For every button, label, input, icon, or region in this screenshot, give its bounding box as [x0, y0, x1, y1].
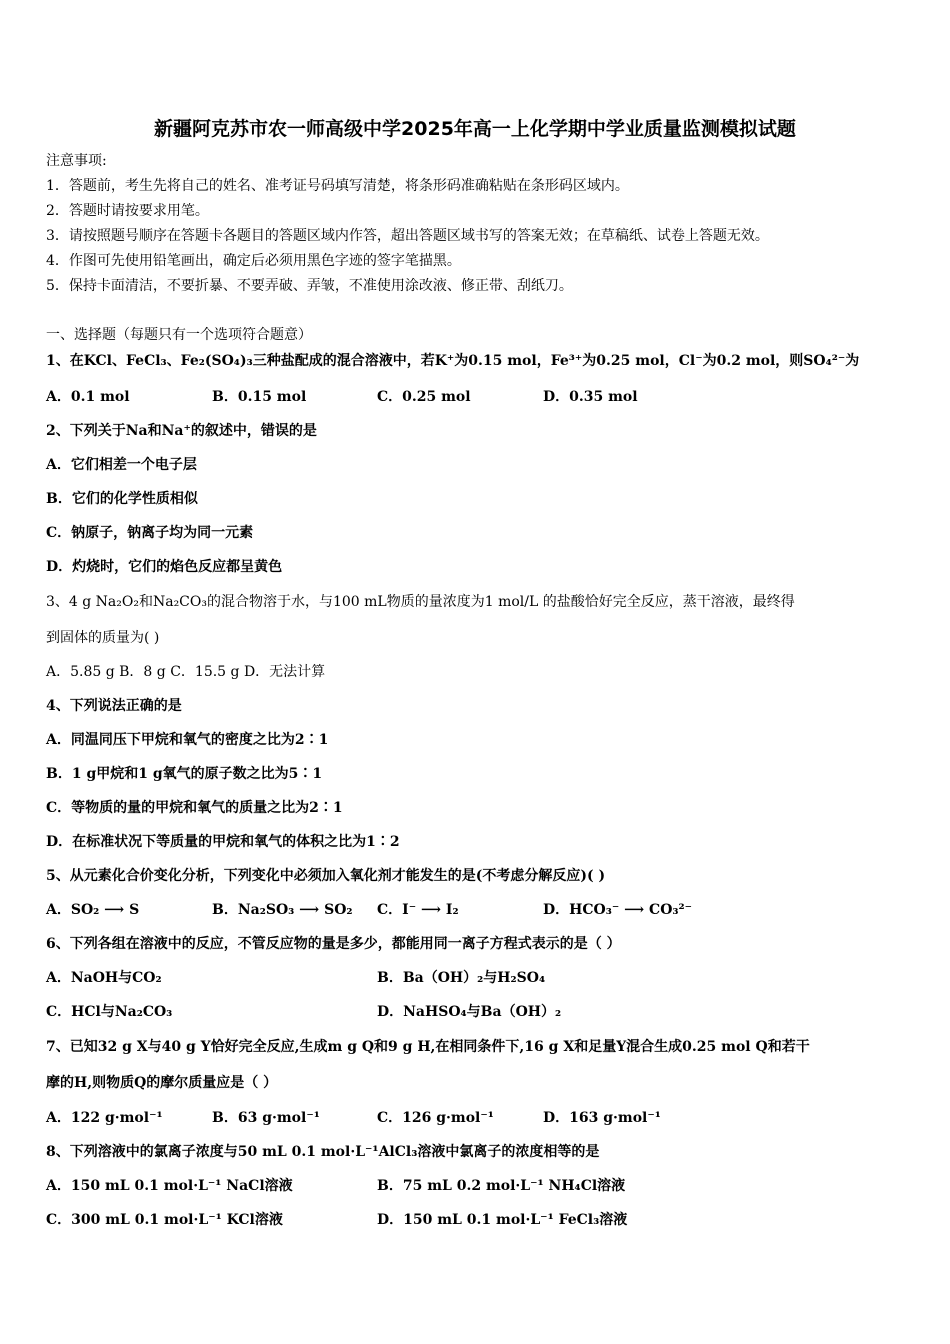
q4-option-d: D．在标准状况下等质量的甲烷和氧气的体积之比为1∶2 [46, 834, 400, 850]
question-4-stem: 4、下列说法正确的是 [46, 698, 182, 714]
question-7-stem: 7、已知32 g X与40 g Y恰好完全反应,生成m g Q和9 g H,在相同条件下,16 g X和足量Y混合生成0.25 mol Q和若干 [46, 1039, 810, 1055]
q7-option-d: D．163 g·mol⁻¹ [543, 1110, 661, 1126]
q8-option-d: D．150 mL 0.1 mol·L⁻¹ FeCl₃溶液 [377, 1212, 628, 1228]
q2-option-b: B．它们的化学性质相似 [46, 491, 198, 507]
q3-options: A．5.85 g B．8 g C．15.5 g D．无法计算 [46, 664, 326, 680]
notice-item: 2．答题时请按要求用笔。 [46, 203, 209, 219]
q2-option-c: C．钠原子，钠离子均为同一元素 [46, 525, 254, 541]
page-title: 新疆阿克苏市农一师高级中学2025年高一上化学期中学业质量监测模拟试题 [154, 118, 796, 140]
q7-option-c: C．126 g·mol⁻¹ [377, 1110, 494, 1126]
q1-option-d: D．0.35 mol [543, 389, 638, 405]
question-1-stem: 1、在KCl、FeCl₃、Fe₂(SO₄)₃三种盐配成的混合溶液中，若K⁺为0.15 mol，Fe³⁺为0.25 mol，Cl⁻为0.2 mol，则SO₄²⁻为 [46, 353, 860, 369]
q8-option-c: C．300 mL 0.1 mol·L⁻¹ KCl溶液 [46, 1212, 283, 1228]
q6-option-c: C．HCl与Na₂CO₃ [46, 1004, 173, 1020]
q7-option-b: B．63 g·mol⁻¹ [212, 1110, 320, 1126]
notice-item: 3．请按照题号顺序在答题卡各题目的答题区域内作答，超出答题区域书写的答案无效；在草稿纸、试卷上答题无效。 [46, 228, 769, 244]
question-5-stem: 5、从元素化合价变化分析，下列变化中必须加入氧化剂才能发生的是(不考虑分解反应)( ) [46, 868, 606, 884]
q7-option-a: A．122 g·mol⁻¹ [46, 1110, 163, 1126]
q5-option-a: A．SO₂ ⟶ S [46, 902, 140, 918]
q1-option-c: C．0.25 mol [377, 389, 471, 405]
q6-option-b: B．Ba（OH）₂与H₂SO₄ [377, 970, 546, 986]
question-7-stem-cont: 摩的H,则物质Q的摩尔质量应是（ ） [46, 1075, 278, 1091]
question-3-stem: 3、4 g Na₂O₂和Na₂CO₃的混合物溶于水，与100 mL物质的量浓度为1 mol/L 的盐酸恰好完全反应，蒸干溶液，最终得 [46, 594, 795, 610]
q8-option-a: A．150 mL 0.1 mol·L⁻¹ NaCl溶液 [46, 1178, 293, 1194]
q2-option-a: A．它们相差一个电子层 [46, 457, 197, 473]
notice-heading: 注意事项: [46, 153, 107, 169]
q2-option-d: D．灼烧时，它们的焰色反应都呈黄色 [46, 559, 283, 575]
q5-option-c: C．I⁻ ⟶ I₂ [377, 902, 459, 918]
q4-option-a: A．同温同压下甲烷和氧气的密度之比为2∶1 [46, 732, 329, 748]
question-2-stem: 2、下列关于Na和Na⁺的叙述中，错误的是 [46, 423, 317, 439]
question-3-stem-cont: 到固体的质量为( ) [46, 630, 160, 646]
question-8-stem: 8、下列溶液中的氯离子浓度与50 mL 0.1 mol·L⁻¹AlCl₃溶液中氯离子的浓度相等的是 [46, 1144, 600, 1160]
q5-option-d: D．HCO₃⁻ ⟶ CO₃²⁻ [543, 902, 693, 918]
q8-option-b: B．75 mL 0.2 mol·L⁻¹ NH₄Cl溶液 [377, 1178, 626, 1194]
q6-option-d: D．NaHSO₄与Ba（OH）₂ [377, 1004, 562, 1020]
q1-option-b: B．0.15 mol [212, 389, 307, 405]
q4-option-b: B．1 g甲烷和1 g氧气的原子数之比为5∶1 [46, 766, 323, 782]
notice-item: 4．作图可先使用铅笔画出，确定后必须用黑色字迹的签字笔描黑。 [46, 253, 461, 269]
q6-option-a: A．NaOH与CO₂ [46, 970, 162, 986]
notice-item: 5．保持卡面清洁，不要折暴、不要弄破、弄皱，不准使用涂改液、修正带、刮纸刀。 [46, 278, 573, 294]
section-heading: 一、选择题（每题只有一个选项符合题意） [46, 327, 312, 343]
q5-option-b: B．Na₂SO₃ ⟶ SO₂ [212, 902, 353, 918]
q4-option-c: C．等物质的量的甲烷和氧气的质量之比为2∶1 [46, 800, 343, 816]
q1-option-a: A．0.1 mol [46, 389, 130, 405]
question-6-stem: 6、下列各组在溶液中的反应，不管反应物的量是多少，都能用同一离子方程式表示的是（ ） [46, 936, 621, 952]
notice-item: 1．答题前，考生先将自己的姓名、准考证号码填写清楚，将条形码准确粘贴在条形码区域内。 [46, 178, 629, 194]
